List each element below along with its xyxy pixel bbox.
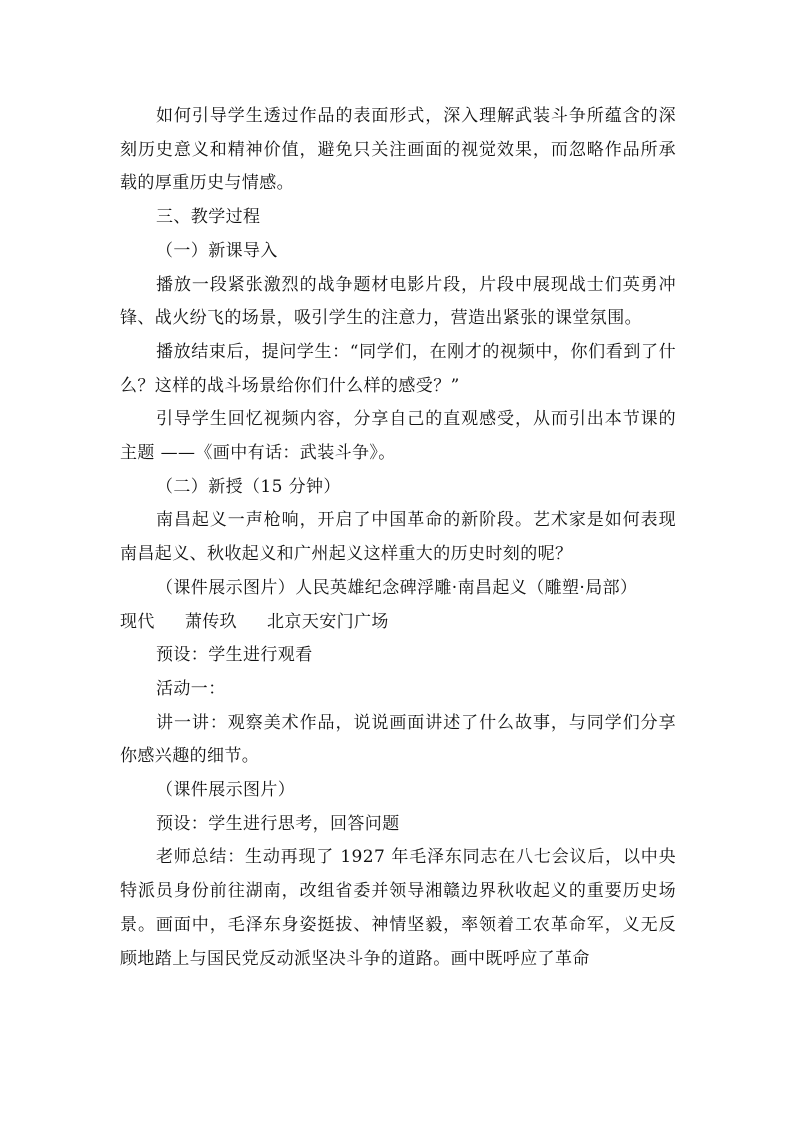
activity-one-heading: 活动一： bbox=[156, 678, 226, 699]
paragraph-play-film: 播放一段紧张激烈的战争题材电影片段，片段中展现战士们英勇冲锋、战火纷飞的场景，吸引学生的注意力，营造出紧张的课堂氛围。 bbox=[120, 274, 676, 329]
paragraph-talk-about: 讲一讲：观察美术作品，说说画面讲述了什么故事，与同学们分享你感兴趣的细节。 bbox=[120, 712, 676, 767]
paragraph-show-image: （课件展示图片） bbox=[156, 780, 296, 801]
document-body bbox=[120, 100, 676, 976]
credit-artist: 萧传玖 bbox=[184, 611, 238, 632]
paragraph-show-image-relief bbox=[120, 572, 676, 606]
paragraph-nanchang-uprising: 南昌起义一声枪响，开启了中国革命的新阶段。艺术家是如何表现南昌起义、秋收起义和广州起义这样重大的历史时刻的呢？ bbox=[120, 510, 676, 565]
section-heading-teaching-process: 三、教学过程 bbox=[156, 207, 261, 228]
subheading-new-teaching: （二）新授（15 分钟） bbox=[156, 476, 341, 497]
paragraph-challenge: 如何引导学生透过作品的表面形式，深入理解武装斗争所蕴含的深刻历史意义和精神价值，避免只关注画面的视觉效果，而忽略作品所承载的厚重历史与情感。 bbox=[120, 106, 676, 194]
credit-period: 现代 bbox=[120, 611, 155, 632]
credit-location: 北京天安门广场 bbox=[267, 611, 389, 632]
paragraph-preset-think: 预设：学生进行思考，回答问题 bbox=[156, 813, 400, 834]
image-caption: （课件展示图片）人民英雄纪念碑浮雕·南昌起义（雕塑·局部） bbox=[156, 577, 638, 598]
artwork-credit-line bbox=[120, 606, 676, 640]
paragraph-teacher-summary: 老师总结：生动再现了 1927 年毛泽东同志在八七会议后，以中央特派员身份前往湖南，改组省委并领导湘赣边界秋收起义的重要历史场景。画面中，毛泽东身姿挺拔、神情坚毅，率领着工农革命军，义无反顾地踏上与国民党反动派坚决斗争的道路。画中既呼应了革命 bbox=[120, 847, 676, 969]
paragraph-preset-watch: 预设：学生进行观看 bbox=[156, 645, 313, 666]
subheading-new-lesson-intro: （一）新课导入 bbox=[156, 240, 278, 261]
paragraph-guide-students: 引导学生回忆视频内容，分享自己的直观感受，从而引出本节课的主题 ——《画中有话：武装斗争》。 bbox=[120, 409, 676, 464]
paragraph-ask-question: 播放结束后，提问学生：“同学们，在刚才的视频中，你们看到了什么？这样的战斗场景给你们什么样的感受？” bbox=[120, 341, 676, 396]
